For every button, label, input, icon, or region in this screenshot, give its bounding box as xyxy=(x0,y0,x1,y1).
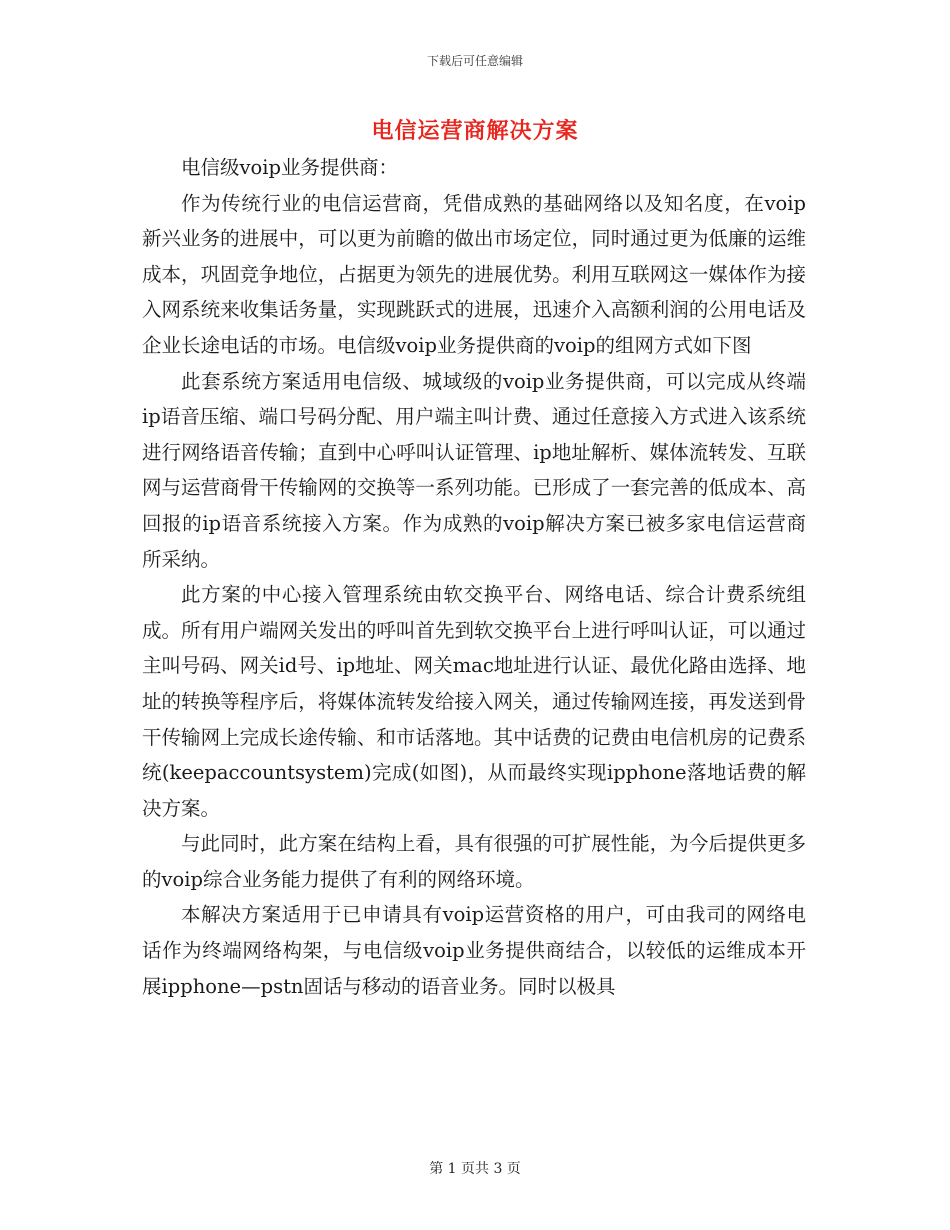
page-header: 下载后可任意编辑 xyxy=(426,54,523,68)
body-paragraph: 此方案的中心接入管理系统由软交换平台、网络电话、综合计费系统组成。所有用户端网关发出的呼叫首先到软交换平台上进行呼叫认证，可以通过主叫号码、网关id号、ip地址、网关mac地址进行认证、最优化路由选择、地址的转换等程序后，将媒体流转发给接入网关，通过传输网连接，再发送到骨干传输网上完成长途传输、和市话落地。其中话费的记费由电信机房的记费系统(keepaccountsystem)完成(如图)，从而最终实现ipphone落地话费的解决方案。 xyxy=(142,583,806,820)
body-paragraph: 电信级voip业务提供商： xyxy=(181,156,398,179)
body-paragraph: 与此同时，此方案在结构上看，具有很强的可扩展性能，为今后提供更多的voip综合业务能力提供了有利的网络环境。 xyxy=(142,832,806,891)
body-paragraph: 此套系统方案适用电信级、城域级的voip业务提供商，可以完成从终端ip语音压缩、端口号码分配、用户端主叫计费、通过任意接入方式进入该系统进行网络语音传输；直到中心呼叫认证管理、ip地址解析、媒体流转发、互联网与运营商骨干传输网的交换等一系列功能。已形成了一套完善的低成本、高回报的ip语音系统接入方案。作为成熟的voip解决方案已被多家电信运营商所采纳。 xyxy=(142,369,806,571)
body-paragraph: 作为传统行业的电信运营商，凭借成熟的基础网络以及知名度，在voip新兴业务的进展中，可以更为前瞻的做出市场定位，同时通过更为低廉的运维成本，巩固竞争地位，占据更为领先的进展优势。利用互联网这一媒体作为接入网系统来收集话务量，实现跳跃式的进展，迅速介入高额利润的公用电话及企业长途电话的市场。电信级voip业务提供商的voip的组网方式如下图 xyxy=(142,191,806,357)
page-number: 第 1 页共 3 页 xyxy=(429,1161,521,1177)
body-paragraph: 本解决方案适用于已申请具有voip运营资格的用户，可由我司的网络电话作为终端网络构架，与电信级voip业务提供商结合，以较低的运维成本开展ipphone—pstn固话与移动的语音业务。同时以极具 xyxy=(142,903,806,998)
document-title: 电信运营商解决方案 xyxy=(371,118,579,144)
document-body xyxy=(142,150,806,1004)
